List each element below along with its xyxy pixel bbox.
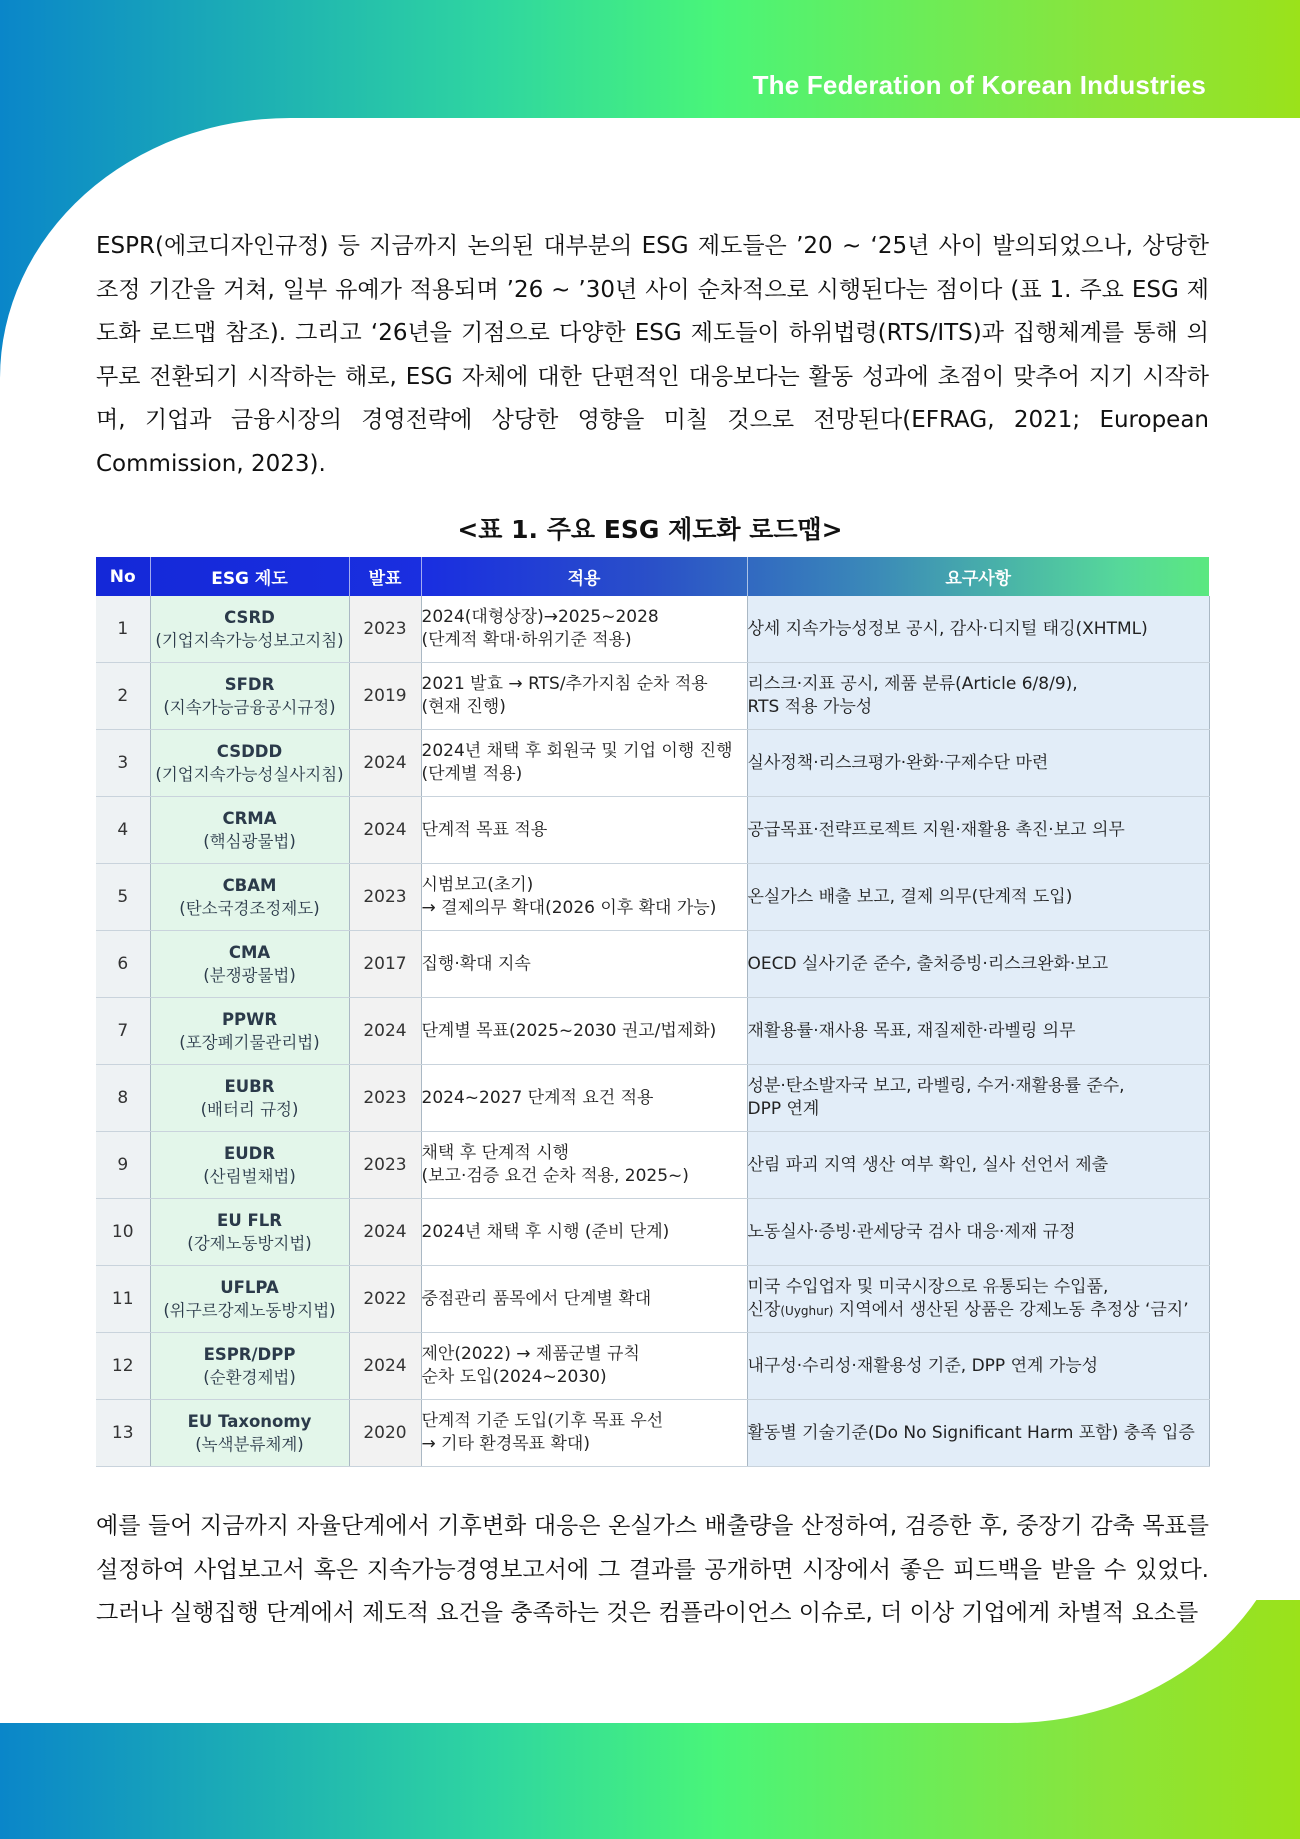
col-header-year: 발표 [349, 557, 421, 596]
cell-year: 2019 [349, 663, 421, 730]
requirement-line: 성분·탄소발자국 보고, 라벨링, 수거·재활용률 준수, [747, 1076, 1125, 1096]
table-row [96, 1266, 1209, 1333]
cell-no: 7 [96, 998, 150, 1065]
regulation-korean-name: (기업지속가능성보고지침) [155, 631, 344, 650]
cell-year: 2022 [349, 1266, 421, 1333]
cell-esg-regulation [150, 864, 349, 931]
cell-requirements [747, 730, 1209, 797]
cell-application [421, 1132, 747, 1199]
requirement-line: 활동별 기술기준(Do No Significant Harm 포함) 충족 입증 [747, 1422, 1195, 1443]
application-line: → 기타 환경목표 확대) [421, 1434, 590, 1454]
cell-requirements [747, 1065, 1209, 1132]
cell-no: 12 [96, 1333, 150, 1400]
cell-no: 8 [96, 1065, 150, 1132]
cell-no: 5 [96, 864, 150, 931]
cell-application [421, 931, 747, 998]
cell-application [421, 730, 747, 797]
cell-year: 2020 [349, 1400, 421, 1467]
cell-application [421, 596, 747, 663]
cell-application [421, 1400, 747, 1467]
cell-requirements [747, 998, 1209, 1065]
cell-requirements [747, 931, 1209, 998]
regulation-korean-name: (강제노동방지법) [187, 1234, 312, 1253]
table-row [96, 1199, 1209, 1266]
requirement-line: 실사정책·리스크평가·완화·구제수단 마련 [747, 752, 1049, 773]
requirement-text: 지역에서 생산된 상품은 강제노동 추정상 ‘금지’ [833, 1299, 1189, 1320]
cell-esg-regulation [150, 797, 349, 864]
application-line: → 결제의무 확대(2026 이후 확대 가능) [421, 898, 717, 918]
cell-year: 2024 [349, 730, 421, 797]
requirement-line: 노동실사·증빙·관세당국 검사 대응·제재 규정 [747, 1221, 1076, 1242]
cell-no: 9 [96, 1132, 150, 1199]
application-line: (단계별 적용) [421, 764, 523, 784]
cell-no: 11 [96, 1266, 150, 1333]
application-line: 채택 후 단계적 시행 [421, 1143, 570, 1163]
cell-esg-regulation [150, 596, 349, 663]
regulation-abbr: CSRD [224, 608, 275, 627]
closing-paragraph: 예를 들어 지금까지 자율단계에서 기후변화 대응은 온실가스 배출량을 산정하여, 검증한 후, 중장기 감축 목표를 설정하여 사업보고서 혹은 지속가능경영보고서에 그 결과를 공개하면 시장에서 좋은 피드백을 받을 수 있었다. 그러나 실행집행 단계에서 제도적 요건을 충족하는 것은 컴플라이언스 이슈로, 더 이상 기업에게 차별적 요소를 [96, 1513, 1209, 1626]
organization-name: The Federation of Korean Industries [752, 70, 1206, 100]
requirement-line: DPP 연계 [747, 1099, 820, 1119]
cell-year: 2023 [349, 864, 421, 931]
cell-esg-regulation [150, 1400, 349, 1467]
table-row [96, 596, 1209, 663]
application-line: 단계별 목표(2025~2030 권고/법제화) [421, 1020, 717, 1041]
cell-application [421, 864, 747, 931]
application-line: 2024년 채택 후 시행 (준비 단계) [421, 1221, 670, 1242]
cell-year: 2024 [349, 797, 421, 864]
cell-requirements [747, 1132, 1209, 1199]
requirement-line: 공급목표·전략프로젝트 지원·재활용 촉진·보고 의무 [747, 819, 1125, 840]
cell-esg-regulation [150, 998, 349, 1065]
cell-requirements [747, 1199, 1209, 1266]
regulation-korean-name: (탄소국경조정제도) [179, 899, 320, 918]
esg-roadmap-table [96, 557, 1210, 1467]
col-header-esg: ESG 제도 [150, 557, 349, 596]
table-row [96, 730, 1209, 797]
requirement-line: RTS 적용 가능성 [747, 697, 873, 717]
cell-requirements [747, 596, 1209, 663]
regulation-abbr: EUBR [224, 1077, 275, 1096]
requirement-line: 리스크·지표 공시, 제품 분류(Article 6/8/9), [747, 674, 1078, 694]
table-row [96, 931, 1209, 998]
requirement-line: 상세 지속가능성정보 공시, 감사·디지털 태깅(XHTML) [747, 618, 1148, 639]
col-header-apply: 적용 [421, 557, 747, 596]
requirement-line: 산림 파괴 지역 생산 여부 확인, 실사 선언서 제출 [747, 1154, 1109, 1175]
regulation-abbr: ESPR/DPP [203, 1345, 296, 1364]
cell-esg-regulation [150, 1333, 349, 1400]
col-header-requirements: 요구사항 [945, 569, 1012, 589]
regulation-korean-name: (기업지속가능성실사지침) [155, 765, 344, 784]
cell-year: 2023 [349, 596, 421, 663]
table-row [96, 1065, 1209, 1132]
cell-year: 2017 [349, 931, 421, 998]
application-line: 중점관리 품목에서 단계별 확대 [421, 1288, 652, 1309]
requirement-text: 신장 [747, 1299, 781, 1320]
table-row [96, 864, 1209, 931]
regulation-abbr: UFLPA [220, 1278, 279, 1297]
cell-application [421, 1199, 747, 1266]
regulation-abbr: CSDDD [216, 742, 283, 761]
cell-requirements [747, 1333, 1209, 1400]
table-row [96, 663, 1209, 730]
application-line: (현재 진행) [421, 697, 506, 717]
cell-application [421, 1266, 747, 1333]
cell-year: 2024 [349, 1199, 421, 1266]
table-row [96, 1132, 1209, 1199]
cell-esg-regulation [150, 1266, 349, 1333]
cell-requirements [747, 1266, 1209, 1333]
cell-year: 2023 [349, 1132, 421, 1199]
requirement-line: OECD 실사기준 준수, 출처증빙·리스크완화·보고 [747, 953, 1109, 974]
table-row [96, 998, 1209, 1065]
cell-year: 2024 [349, 998, 421, 1065]
application-line: 단계적 목표 적용 [421, 819, 548, 840]
table-body [96, 596, 1209, 1467]
application-line: 집행·확대 지속 [421, 953, 531, 974]
cell-esg-regulation [150, 1065, 349, 1132]
requirement-line: 미국 수입업자 및 미국시장으로 유통되는 수입품, [747, 1276, 1109, 1297]
regulation-abbr: PPWR [221, 1010, 278, 1029]
table-caption: <표 1. 주요 ESG 제도화 로드맵> [457, 515, 843, 544]
cell-no: 3 [96, 730, 150, 797]
cell-esg-regulation [150, 1199, 349, 1266]
cell-application [421, 797, 747, 864]
table-row [96, 1400, 1209, 1467]
regulation-korean-name: (분쟁광물법) [203, 966, 296, 985]
cell-no: 4 [96, 797, 150, 864]
cell-requirements [747, 663, 1209, 730]
application-line: 2021 발효 → RTS/추가지침 순차 적용 [421, 674, 708, 694]
cell-esg-regulation [150, 663, 349, 730]
application-line: 순차 도입(2024~2030) [421, 1367, 607, 1387]
cell-esg-regulation [150, 931, 349, 998]
requirement-note: (Uyghur) [780, 1303, 834, 1318]
requirement-line: 온실가스 배출 보고, 결제 의무(단계적 도입) [747, 886, 1073, 907]
intro-paragraph: ESPR(에코디자인규정) 등 지금까지 논의된 대부분의 ESG 제도들은 ’20 ~ ‘25년 사이 발의되었으나, 상당한 조정 기간을 거쳐, 일부 유예가 적용되며 ’26 ~ ’30년 사이 순차적으로 시행된다는 점이다 (표 1. 주요 ESG 제도화 로드맵 참조). 그리고 ‘26년을 기점으로 다양한 ESG 제도들이 하위법령(RTS/ITS)과 집행체계를 통해 의무로 전환되기 시작하는 해로, ESG 자체에 대한 단편적인 대응보다는 활동 성과에 초점이 맞추어 지기 시작하며, 기업과 금융시장의 경영전략에 상당한 영향을 미칠 것으로 전망된다(EFRAG, 2021; European Commission, 2023). [96, 233, 1209, 477]
table-header-row [96, 557, 1209, 596]
cell-application [421, 1333, 747, 1400]
cell-year: 2024 [349, 1333, 421, 1400]
regulation-korean-name: (위구르강제노동방지법) [163, 1301, 336, 1320]
table-row [96, 797, 1209, 864]
cell-no: 1 [96, 596, 150, 663]
cell-esg-regulation [150, 730, 349, 797]
regulation-korean-name: (배터리 규정) [200, 1100, 299, 1119]
regulation-abbr: EU FLR [217, 1211, 282, 1230]
regulation-korean-name: (산림벌채법) [203, 1167, 296, 1186]
regulation-abbr: CRMA [222, 809, 277, 828]
regulation-korean-name: (순환경제법) [203, 1368, 296, 1387]
regulation-korean-name: (지속가능금융공시규정) [163, 698, 336, 717]
regulation-abbr: EU Taxonomy [187, 1412, 312, 1431]
cell-application [421, 663, 747, 730]
requirement-line: 재활용률·재사용 목표, 재질제한·라벨링 의무 [747, 1020, 1076, 1041]
regulation-korean-name: (포장폐기물관리법) [179, 1033, 320, 1052]
regulation-korean-name: (핵심광물법) [203, 832, 296, 851]
cell-no: 13 [96, 1400, 150, 1467]
regulation-abbr: CMA [228, 943, 271, 962]
cell-requirements [747, 1400, 1209, 1467]
cell-requirements [747, 797, 1209, 864]
requirement-line: 내구성·수리성·재활용성 기준, DPP 연계 가능성 [747, 1355, 1099, 1376]
application-line: 단계적 기준 도입(기후 목표 우선 [421, 1411, 664, 1431]
application-line: 2024~2027 단계적 요건 적용 [421, 1087, 654, 1108]
application-line: 2024년 채택 후 회원국 및 기업 이행 진행 [421, 741, 733, 761]
col-header-no: No [96, 557, 150, 596]
table-row [96, 1333, 1209, 1400]
application-line: (보고·검증 요건 순차 적용, 2025~) [421, 1166, 689, 1186]
requirement-line [748, 1299, 1209, 1323]
cell-no: 10 [96, 1199, 150, 1266]
cell-year: 2023 [349, 1065, 421, 1132]
application-line: (단계적 확대·하위기준 적용) [421, 630, 632, 650]
cell-requirements [747, 864, 1209, 931]
regulation-abbr: SFDR [224, 675, 275, 694]
regulation-abbr: EUDR [223, 1144, 276, 1163]
regulation-korean-name: (녹색분류체계) [195, 1435, 304, 1454]
application-line: 시범보고(초기) [421, 875, 534, 895]
application-line: 2024(대형상장)→2025~2028 [421, 607, 659, 627]
cell-application [421, 1065, 747, 1132]
cell-application [421, 998, 747, 1065]
cell-no: 2 [96, 663, 150, 730]
application-line: 제안(2022) → 제품군별 규칙 [421, 1344, 640, 1364]
cell-no: 6 [96, 931, 150, 998]
cell-esg-regulation [150, 1132, 349, 1199]
regulation-abbr: CBAM [222, 876, 277, 895]
